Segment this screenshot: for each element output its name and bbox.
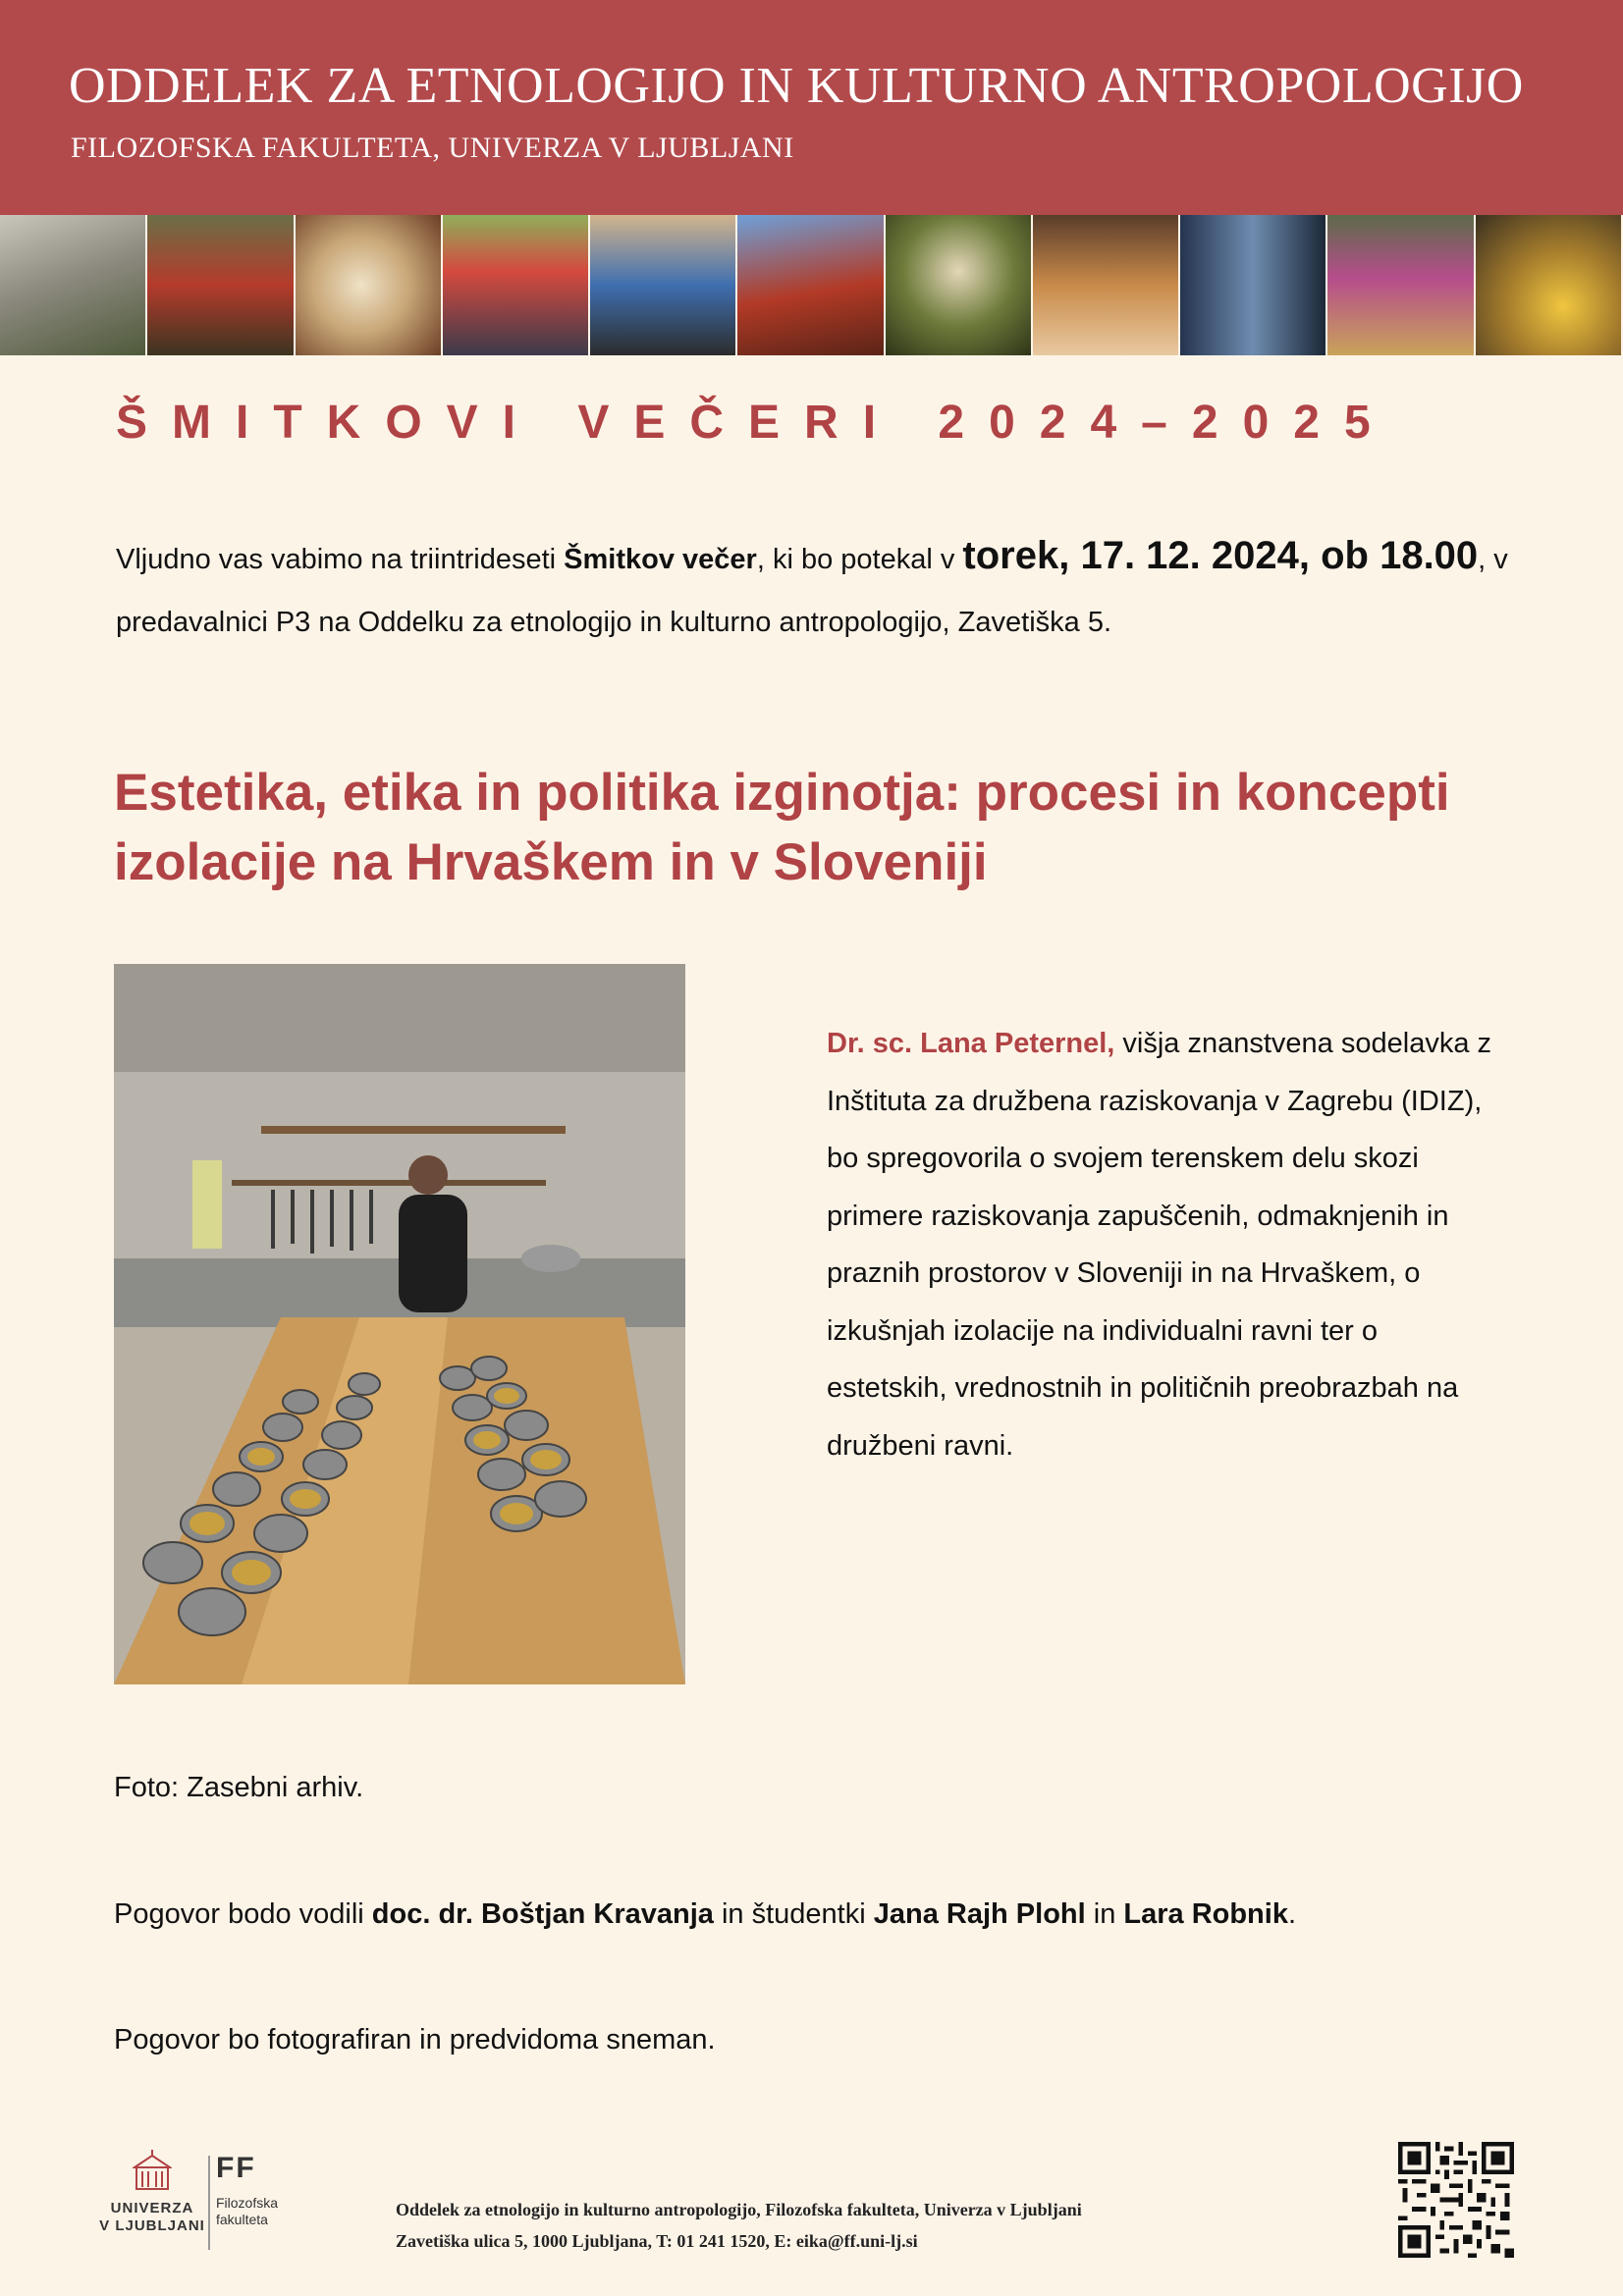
moderators-end: . — [1287, 1898, 1297, 1930]
collage-photo-dumplings — [296, 215, 443, 355]
contact-line-2: Zavetiška ulica 5, 1000 Ljubljana, T: 01 241 1520, E: eika@ff.uni-lj.si — [396, 2231, 918, 2251]
university-logo-line-1: UNIVERZA — [110, 2200, 194, 2216]
collage-photo-musicians — [590, 215, 737, 355]
qr-code[interactable] — [1398, 2142, 1514, 2258]
recording-note: Pogovor bo fotografiran in predvidoma sneman. — [114, 2024, 716, 2056]
contact-line-1: Oddelek za etnologijo in kulturno antropologijo, Filozofska fakulteta, Univerza v Ljubljani — [396, 2200, 1082, 2219]
moderators-line — [114, 1898, 1296, 1931]
collage-photo-craftsman — [147, 215, 295, 355]
kitchen-photo-illustration — [114, 964, 685, 1684]
collage-photo-carving — [737, 215, 885, 355]
speaker-fieldwork-photo — [114, 964, 685, 1684]
invitation-text-1: Vljudno vas vabimo na triintrideseti — [116, 544, 565, 575]
faculty-logo-line-1: Filozofska — [216, 2195, 279, 2211]
footer-contact — [396, 2194, 1082, 2257]
collage-photo-skyscraper — [1180, 215, 1327, 355]
photo-collage-strip — [0, 215, 1623, 355]
university-logo — [98, 2150, 206, 2235]
event-location: , v predavalnici P3 na Oddelku za etnologijo in kulturno antropologijo, Zavetiška 5. — [116, 544, 1508, 638]
collage-photo-crowd — [443, 215, 590, 355]
faculty-logo-line-2: fakulteta — [216, 2212, 268, 2227]
department-title: ODDELEK ZA ETNOLOGIJO IN KULTURNO ANTROPOLOGIJO — [69, 58, 1524, 114]
collage-photo-mask — [886, 215, 1033, 355]
talk-title: Estetika, etika in politika izginotja: procesi in koncepti izolacije na Hrvaškem in v Sloveniji — [114, 764, 1450, 891]
header-band — [0, 0, 1623, 215]
faculty-subtitle: FILOZOFSKA FAKULTETA, UNIVERZA V LJUBLJANI — [71, 132, 794, 164]
faculty-logo — [216, 2152, 278, 2228]
invitation-paragraph — [116, 524, 1569, 654]
university-logo-line-2: V LJUBLJANI — [99, 2217, 205, 2234]
speaker-bio-text: višja znanstvena sodelavka z Inštituta za družbena raziskovanja v Zagrebu (IDIZ), bo spregovorila o svojem terenskem delu skozi primere raziskovanja zapuščenih, odmaknjenih in praznih prostorov v Sloveniji in na Hrvaškem, o izkušnjah izolacije na individualni ravni ter o estetskih, vrednostnih in političnih preobrazbah na družbeni ravni. — [827, 1028, 1492, 1462]
collage-photo-market-stall — [1033, 215, 1180, 355]
collage-photo-cheese — [1476, 215, 1623, 355]
collage-photo-house — [0, 215, 147, 355]
logo-divider — [208, 2156, 210, 2250]
moderators-and: in — [1085, 1898, 1124, 1930]
university-logos — [98, 2150, 295, 2258]
moderator-lead: doc. dr. Boštjan Kravanja — [371, 1898, 714, 1930]
speaker-bio — [827, 1015, 1494, 1474]
series-title: ŠMITKOVI VEČERI 2024–2025 — [116, 397, 1395, 449]
moderator-student-2: Lara Robnik — [1123, 1898, 1288, 1930]
moderator-student-1: Jana Rajh Plohl — [873, 1898, 1086, 1930]
faculty-logo-mark: FF — [216, 2152, 256, 2184]
moderators-prefix: Pogovor bodo vodili — [114, 1898, 372, 1930]
collage-photo-market-people — [1327, 215, 1475, 355]
moderators-middle: in študentki — [713, 1898, 874, 1930]
speaker-name: Dr. sc. Lana Peternel, — [827, 1028, 1115, 1059]
event-name: Šmitkov večer — [564, 544, 757, 575]
event-date-time: torek, 17. 12. 2024, ob 18.00 — [962, 534, 1479, 577]
university-building-icon — [133, 2150, 172, 2195]
photo-caption: Foto: Zasebni arhiv. — [114, 1772, 364, 1803]
invitation-text-2: , ki bo potekal v — [756, 544, 963, 575]
